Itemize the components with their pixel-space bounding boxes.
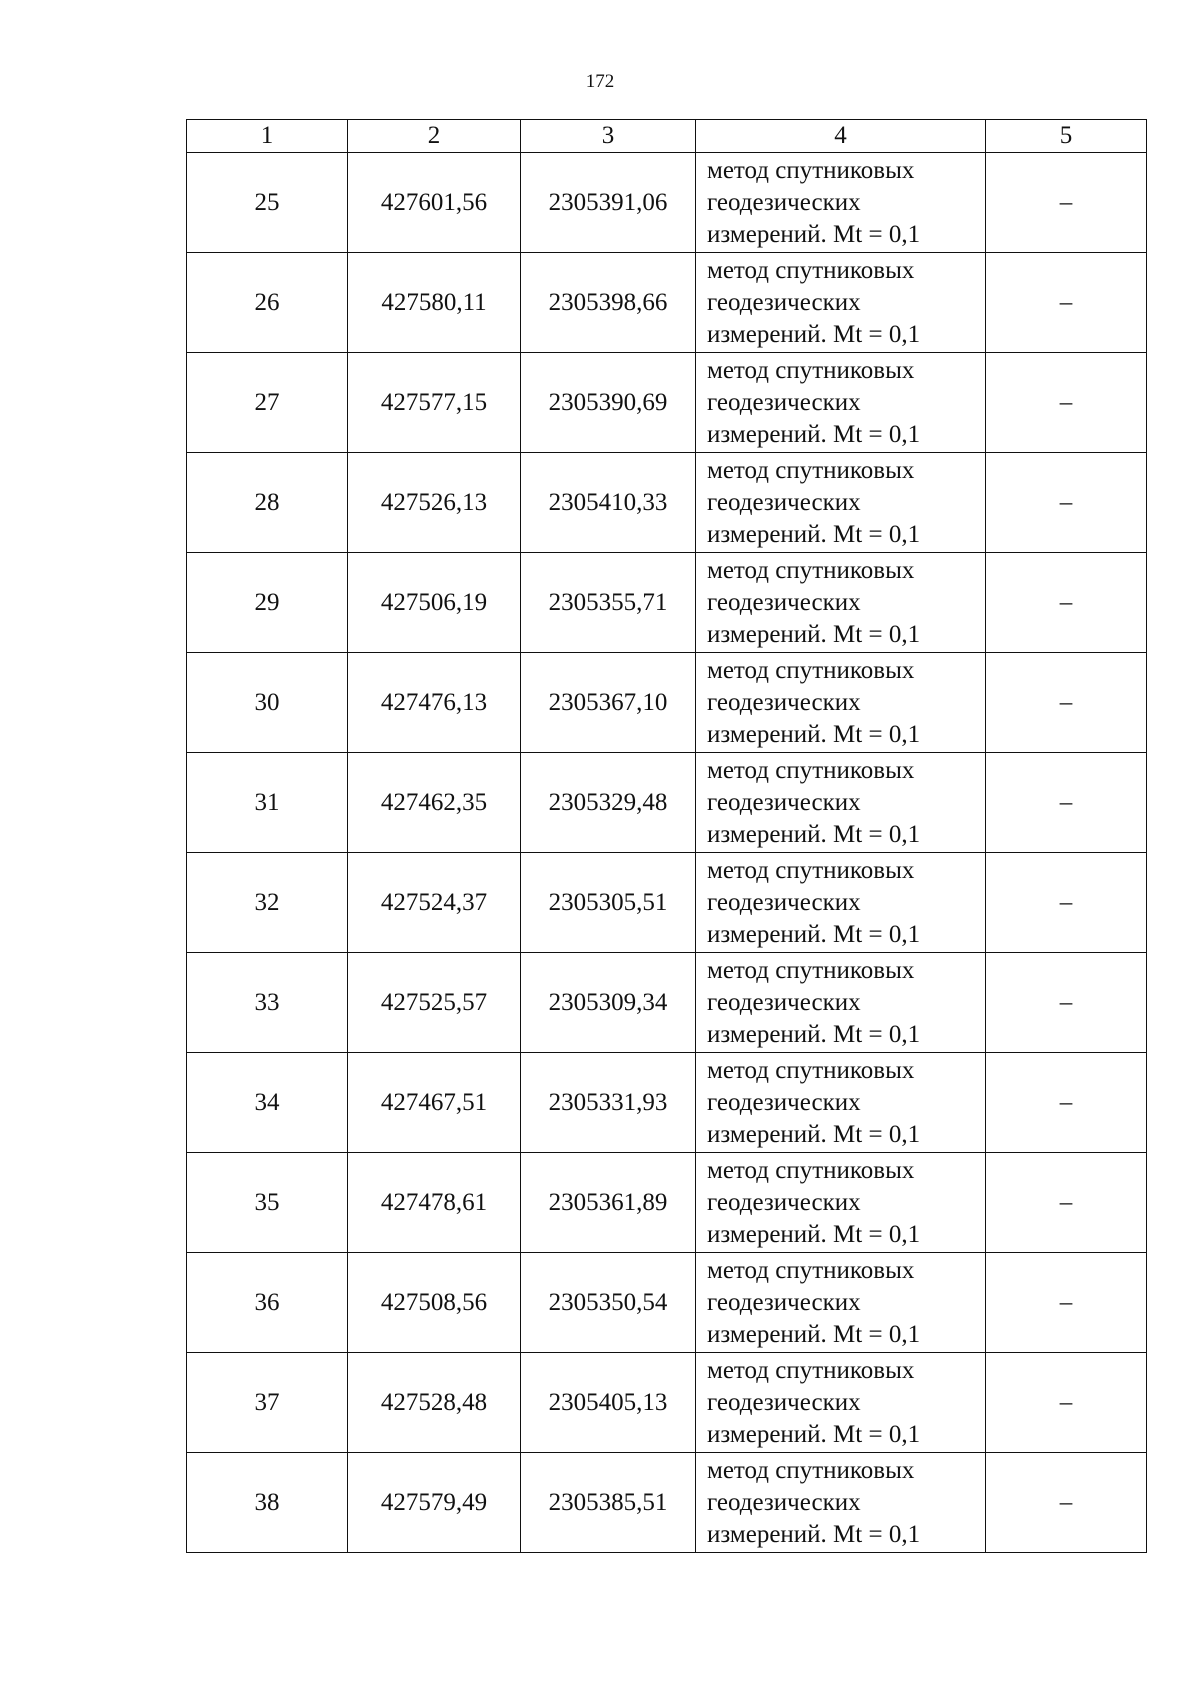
coordinate-x-cell: 427601,56 xyxy=(348,153,521,253)
note-cell: – xyxy=(986,153,1147,253)
method-line: геодезических xyxy=(707,1388,861,1416)
header-row xyxy=(187,120,1147,153)
table-header xyxy=(187,120,1147,153)
method-line: измерений. Mt = 0,1 xyxy=(707,920,921,948)
method-line: измерений. Mt = 0,1 xyxy=(707,720,921,748)
header-col-1: 1 xyxy=(187,120,348,153)
table-row xyxy=(187,453,1147,553)
coordinate-x-cell: 427528,48 xyxy=(348,1353,521,1453)
coordinate-x-cell: 427508,56 xyxy=(348,1253,521,1353)
method-cell xyxy=(696,553,986,653)
header-col-5: 5 xyxy=(986,120,1147,153)
coordinate-y-cell: 2305410,33 xyxy=(521,453,696,553)
point-number-cell: 27 xyxy=(187,353,348,453)
method-line: метод спутниковых xyxy=(707,456,915,484)
note-cell: – xyxy=(986,453,1147,553)
note-cell: – xyxy=(986,1253,1147,1353)
coordinate-x-cell: 427525,57 xyxy=(348,953,521,1053)
method-line: геодезических xyxy=(707,188,861,216)
method-line: геодезических xyxy=(707,588,861,616)
method-line: измерений. Mt = 0,1 xyxy=(707,320,921,348)
coordinate-y-cell: 2305331,93 xyxy=(521,1053,696,1153)
method-cell xyxy=(696,1053,986,1153)
method-cell xyxy=(696,1153,986,1253)
point-number-cell: 35 xyxy=(187,1153,348,1253)
method-line: измерений. Mt = 0,1 xyxy=(707,620,921,648)
coordinate-x-cell: 427524,37 xyxy=(348,853,521,953)
note-cell: – xyxy=(986,953,1147,1053)
note-cell: – xyxy=(986,653,1147,753)
method-line: метод спутниковых xyxy=(707,1056,915,1084)
method-line: измерений. Mt = 0,1 xyxy=(707,220,921,248)
coordinate-y-cell: 2305361,89 xyxy=(521,1153,696,1253)
method-line: измерений. Mt = 0,1 xyxy=(707,1320,921,1348)
method-line: метод спутниковых xyxy=(707,656,915,684)
table-row xyxy=(187,353,1147,453)
point-number-cell: 29 xyxy=(187,553,348,653)
coordinate-x-cell: 427478,61 xyxy=(348,1153,521,1253)
method-line: метод спутниковых xyxy=(707,256,915,284)
point-number-cell: 31 xyxy=(187,753,348,853)
coordinate-y-cell: 2305355,71 xyxy=(521,553,696,653)
method-line: измерений. Mt = 0,1 xyxy=(707,420,921,448)
method-line: измерений. Mt = 0,1 xyxy=(707,1520,921,1548)
page-number: 172 xyxy=(585,71,615,92)
method-line: геодезических xyxy=(707,788,861,816)
method-line: метод спутниковых xyxy=(707,956,915,984)
note-cell: – xyxy=(986,353,1147,453)
table-row xyxy=(187,1353,1147,1453)
point-number-cell: 25 xyxy=(187,153,348,253)
header-col-2: 2 xyxy=(348,120,521,153)
note-cell: – xyxy=(986,753,1147,853)
method-cell xyxy=(696,1253,986,1353)
method-cell xyxy=(696,353,986,453)
method-line: геодезических xyxy=(707,388,861,416)
coordinate-y-cell: 2305385,51 xyxy=(521,1453,696,1553)
coordinate-y-cell: 2305305,51 xyxy=(521,853,696,953)
table-row xyxy=(187,253,1147,353)
method-cell xyxy=(696,953,986,1053)
method-cell xyxy=(696,253,986,353)
method-line: геодезических xyxy=(707,1188,861,1216)
method-line: геодезических xyxy=(707,988,861,1016)
method-line: измерений. Mt = 0,1 xyxy=(707,1020,921,1048)
coordinate-y-cell: 2305350,54 xyxy=(521,1253,696,1353)
method-cell xyxy=(696,1453,986,1553)
coordinate-x-cell: 427462,35 xyxy=(348,753,521,853)
coordinate-y-cell: 2305329,48 xyxy=(521,753,696,853)
method-cell xyxy=(696,153,986,253)
table-body xyxy=(187,153,1147,1553)
coordinate-y-cell: 2305398,66 xyxy=(521,253,696,353)
point-number-cell: 36 xyxy=(187,1253,348,1353)
method-line: метод спутниковых xyxy=(707,1156,915,1184)
table-row xyxy=(187,853,1147,953)
header-col-3: 3 xyxy=(521,120,696,153)
note-cell: – xyxy=(986,253,1147,353)
coordinate-x-cell: 427467,51 xyxy=(348,1053,521,1153)
method-line: геодезических xyxy=(707,1488,861,1516)
point-number-cell: 37 xyxy=(187,1353,348,1453)
note-cell: – xyxy=(986,1153,1147,1253)
note-cell: – xyxy=(986,853,1147,953)
point-number-cell: 28 xyxy=(187,453,348,553)
table-row xyxy=(187,753,1147,853)
header-col-4: 4 xyxy=(696,120,986,153)
method-line: метод спутниковых xyxy=(707,1456,915,1484)
coordinate-y-cell: 2305309,34 xyxy=(521,953,696,1053)
table-row xyxy=(187,1153,1147,1253)
method-line: геодезических xyxy=(707,888,861,916)
point-number-cell: 32 xyxy=(187,853,348,953)
method-line: измерений. Mt = 0,1 xyxy=(707,820,921,848)
table-row xyxy=(187,653,1147,753)
point-number-cell: 26 xyxy=(187,253,348,353)
coordinates-table xyxy=(186,119,1147,1553)
method-line: метод спутниковых xyxy=(707,1256,915,1284)
table-row xyxy=(187,953,1147,1053)
note-cell: – xyxy=(986,553,1147,653)
coordinate-y-cell: 2305367,10 xyxy=(521,653,696,753)
table-row xyxy=(187,1253,1147,1353)
method-line: геодезических xyxy=(707,288,861,316)
coordinate-x-cell: 427579,49 xyxy=(348,1453,521,1553)
table-row xyxy=(187,153,1147,253)
method-line: метод спутниковых xyxy=(707,1356,915,1384)
coordinate-x-cell: 427476,13 xyxy=(348,653,521,753)
method-line: метод спутниковых xyxy=(707,756,915,784)
method-cell xyxy=(696,753,986,853)
method-line: геодезических xyxy=(707,688,861,716)
note-cell: – xyxy=(986,1353,1147,1453)
note-cell: – xyxy=(986,1453,1147,1553)
coordinate-x-cell: 427577,15 xyxy=(348,353,521,453)
note-cell: – xyxy=(986,1053,1147,1153)
method-line: метод спутниковых xyxy=(707,556,915,584)
coordinate-x-cell: 427580,11 xyxy=(348,253,521,353)
method-line: метод спутниковых xyxy=(707,356,915,384)
method-line: измерений. Mt = 0,1 xyxy=(707,520,921,548)
method-line: измерений. Mt = 0,1 xyxy=(707,1120,921,1148)
method-line: геодезических xyxy=(707,488,861,516)
table-row xyxy=(187,1453,1147,1553)
method-cell xyxy=(696,1353,986,1453)
point-number-cell: 33 xyxy=(187,953,348,1053)
coordinate-y-cell: 2305391,06 xyxy=(521,153,696,253)
method-cell xyxy=(696,653,986,753)
method-cell xyxy=(696,853,986,953)
coordinate-y-cell: 2305405,13 xyxy=(521,1353,696,1453)
method-line: геодезических xyxy=(707,1088,861,1116)
point-number-cell: 34 xyxy=(187,1053,348,1153)
point-number-cell: 30 xyxy=(187,653,348,753)
table-row xyxy=(187,553,1147,653)
table-row xyxy=(187,1053,1147,1153)
method-cell xyxy=(696,453,986,553)
coordinate-x-cell: 427526,13 xyxy=(348,453,521,553)
method-line: метод спутниковых xyxy=(707,856,915,884)
point-number-cell: 38 xyxy=(187,1453,348,1553)
method-line: измерений. Mt = 0,1 xyxy=(707,1220,921,1248)
method-line: метод спутниковых xyxy=(707,156,915,184)
coordinate-y-cell: 2305390,69 xyxy=(521,353,696,453)
coordinate-x-cell: 427506,19 xyxy=(348,553,521,653)
method-line: геодезических xyxy=(707,1288,861,1316)
method-line: измерений. Mt = 0,1 xyxy=(707,1420,921,1448)
